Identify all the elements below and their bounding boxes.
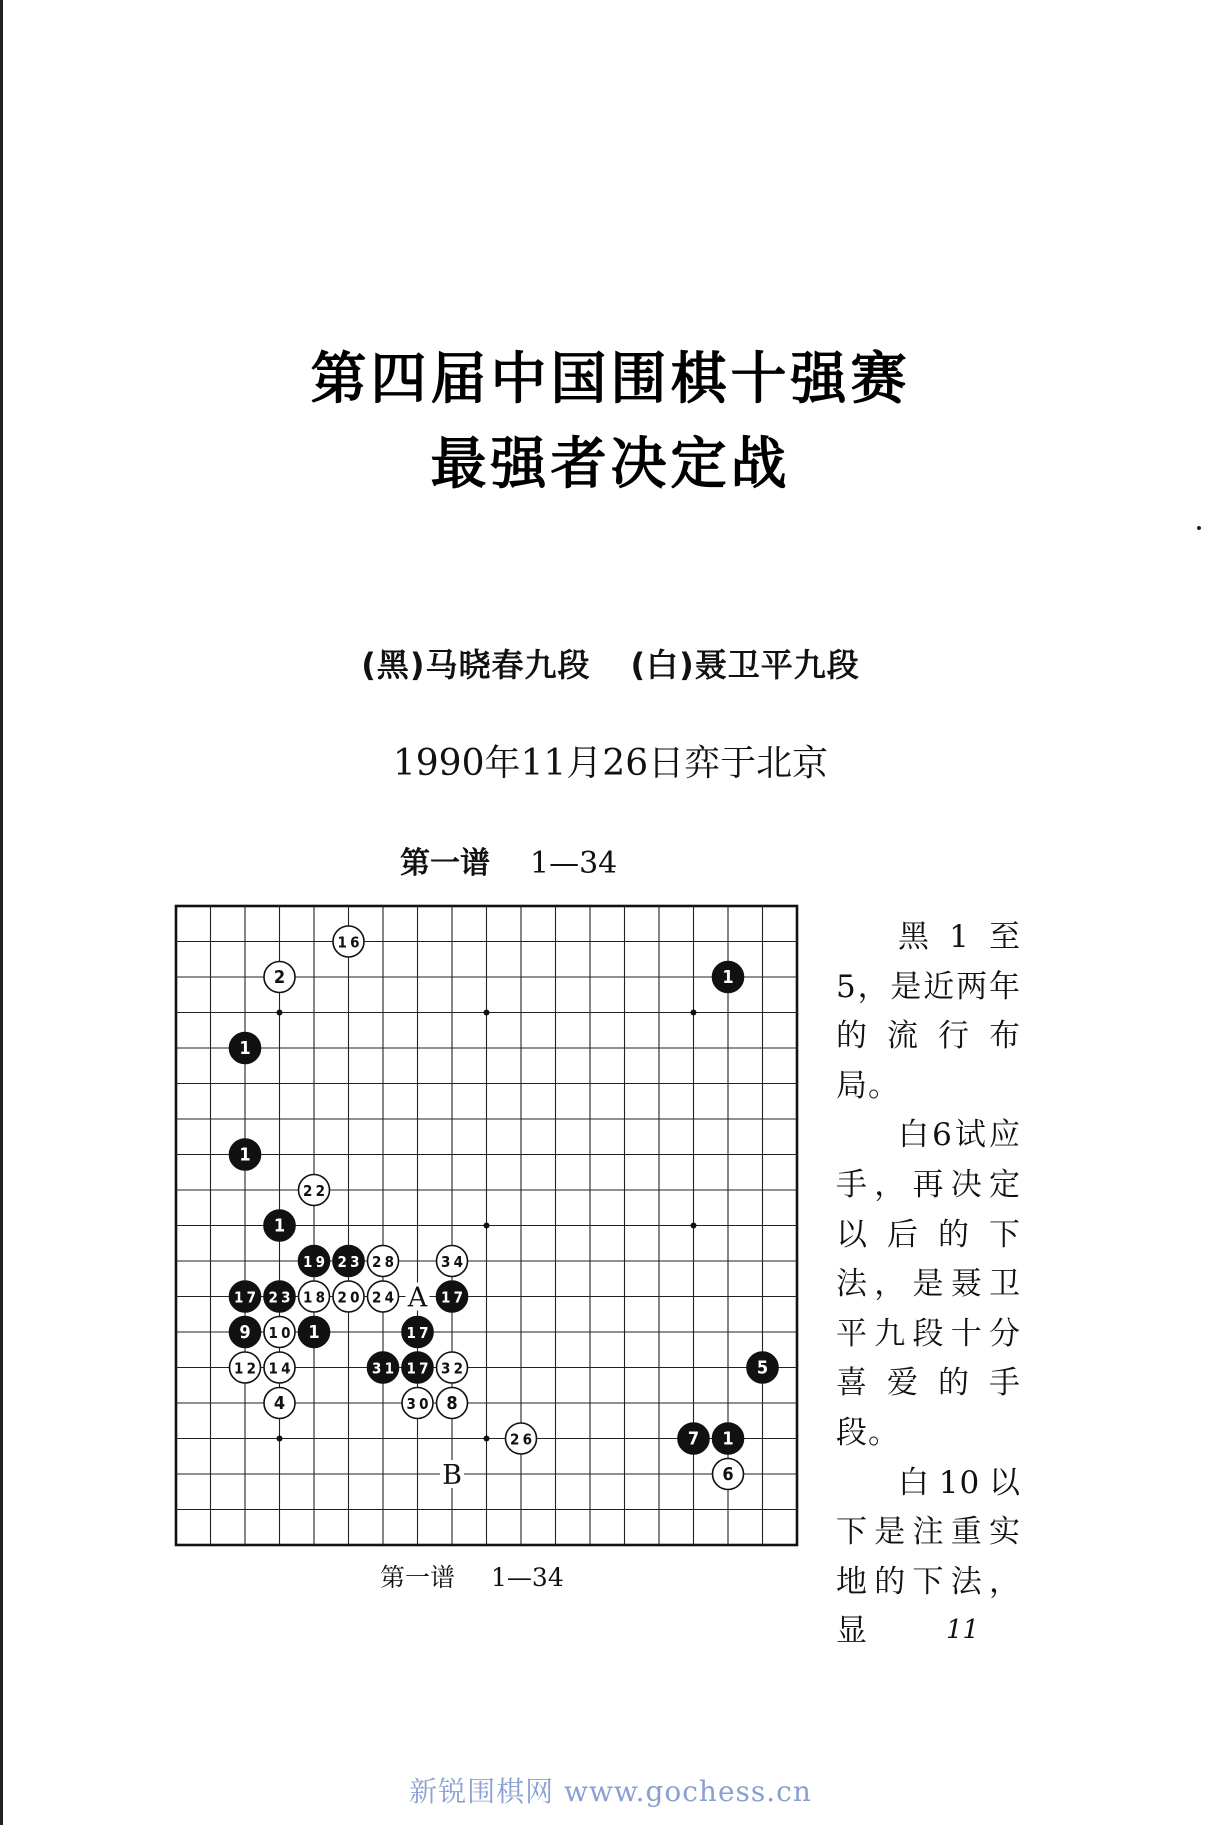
watermark: 新锐围棋网 www.gochess.cn <box>409 1775 812 1808</box>
move-number: 17 <box>406 1359 429 1378</box>
move-number: 1 <box>239 1144 251 1166</box>
move-number: 34 <box>441 1253 463 1271</box>
move-number: 17 <box>234 1288 256 1307</box>
white-stone <box>264 1317 295 1348</box>
move-number: 1 <box>722 967 734 988</box>
white-stone <box>299 1175 330 1206</box>
diagram-heading-label: 第一谱 <box>400 846 490 881</box>
diagram-heading-range: 1—34 <box>530 846 618 881</box>
commentary-paragraph: 白10以下是注重实地的下法，显 <box>836 1464 1021 1650</box>
black-stone <box>333 1246 364 1277</box>
white-stone <box>264 1352 295 1383</box>
black-stone <box>402 1317 433 1348</box>
black-stone <box>402 1352 433 1383</box>
move-number: 12 <box>234 1359 256 1378</box>
star-point <box>277 1010 283 1016</box>
black-stone <box>264 1281 295 1312</box>
diagram-heading <box>400 838 617 882</box>
caption-range: 1—34 <box>491 1563 564 1592</box>
article-title-line-1: 第四届中国围棋十强赛 <box>310 347 911 412</box>
board-letter-mark: A <box>407 1282 428 1314</box>
white-stone <box>368 1246 399 1277</box>
black-player: (黑)马晓春九段 <box>361 646 591 684</box>
white-stone <box>402 1388 433 1419</box>
move-number: 2 <box>273 967 286 988</box>
move-number: 30 <box>406 1395 429 1413</box>
star-point <box>691 1223 697 1229</box>
commentary-paragraph: 黑1至5，是近两年的流行布局。 <box>836 919 1021 1104</box>
move-number: 10 <box>268 1324 291 1342</box>
commentary-paragraph: 白6试应手，再决定以后的下法，是聂卫平九段十分喜爱的手段。 <box>836 1117 1021 1451</box>
black-stone <box>230 1033 261 1064</box>
move-number: 6 <box>722 1464 734 1485</box>
white-stone <box>713 1459 744 1490</box>
black-stone <box>230 1139 261 1170</box>
move-number: 22 <box>303 1182 325 1200</box>
move-number: 19 <box>303 1253 325 1271</box>
black-stone <box>264 1210 295 1241</box>
black-stone <box>299 1246 330 1277</box>
white-stone <box>506 1423 537 1454</box>
caption-label: 第一谱 <box>380 1563 456 1592</box>
white-player: (白)聂卫平九段 <box>630 646 860 684</box>
move-number: 23 <box>337 1253 360 1271</box>
black-stone <box>437 1281 468 1312</box>
white-stone <box>333 1281 364 1312</box>
move-number: 24 <box>372 1288 394 1307</box>
move-number: 9 <box>239 1322 251 1343</box>
move-number: 20 <box>337 1288 360 1307</box>
scan-speck <box>1197 526 1201 530</box>
move-number: 1 <box>239 1038 251 1059</box>
move-number: 14 <box>268 1359 291 1378</box>
black-stone <box>368 1352 399 1383</box>
move-number: 18 <box>303 1288 325 1307</box>
black-stone <box>713 1423 744 1454</box>
white-stone <box>230 1352 261 1383</box>
diagram-caption <box>380 1558 564 1594</box>
black-stone <box>678 1423 709 1454</box>
move-number: 16 <box>337 933 360 952</box>
move-number: 32 <box>441 1359 463 1378</box>
white-stone <box>264 1388 295 1419</box>
black-stone <box>299 1317 330 1348</box>
star-point <box>484 1223 490 1229</box>
black-stone <box>230 1281 261 1312</box>
players-line <box>0 640 1221 686</box>
white-stone <box>264 962 295 993</box>
move-number: 31 <box>372 1359 394 1378</box>
white-stone <box>368 1281 399 1312</box>
commentary-text <box>836 913 1021 1657</box>
move-number: 1 <box>273 1215 286 1237</box>
white-stone <box>299 1281 330 1312</box>
black-stone <box>713 962 744 993</box>
page-number: 11 <box>946 1615 980 1645</box>
star-point <box>691 1010 697 1016</box>
go-board-diagram <box>168 895 808 1555</box>
black-stone <box>747 1352 778 1383</box>
move-number: 23 <box>268 1288 291 1307</box>
white-stone <box>437 1246 468 1277</box>
move-number: 17 <box>441 1288 463 1307</box>
white-stone <box>333 926 364 957</box>
article-title-line-2: 最强者决定战 <box>430 432 791 497</box>
white-stone <box>437 1352 468 1383</box>
black-stone <box>230 1317 261 1348</box>
move-number: 7 <box>687 1428 700 1450</box>
move-number: 5 <box>756 1357 769 1379</box>
star-point <box>484 1010 490 1016</box>
move-number: 8 <box>446 1393 458 1414</box>
board-letter-mark: B <box>442 1460 462 1491</box>
move-number: 17 <box>406 1324 429 1342</box>
move-number: 4 <box>273 1393 286 1414</box>
move-number: 28 <box>372 1253 394 1271</box>
star-point <box>484 1436 490 1442</box>
move-number: 1 <box>722 1428 734 1450</box>
star-point <box>277 1436 283 1442</box>
game-date: 1990年11月26日弈于北京 <box>392 743 829 784</box>
white-stone <box>437 1388 468 1419</box>
move-number: 1 <box>308 1322 320 1343</box>
move-number: 26 <box>510 1430 532 1449</box>
